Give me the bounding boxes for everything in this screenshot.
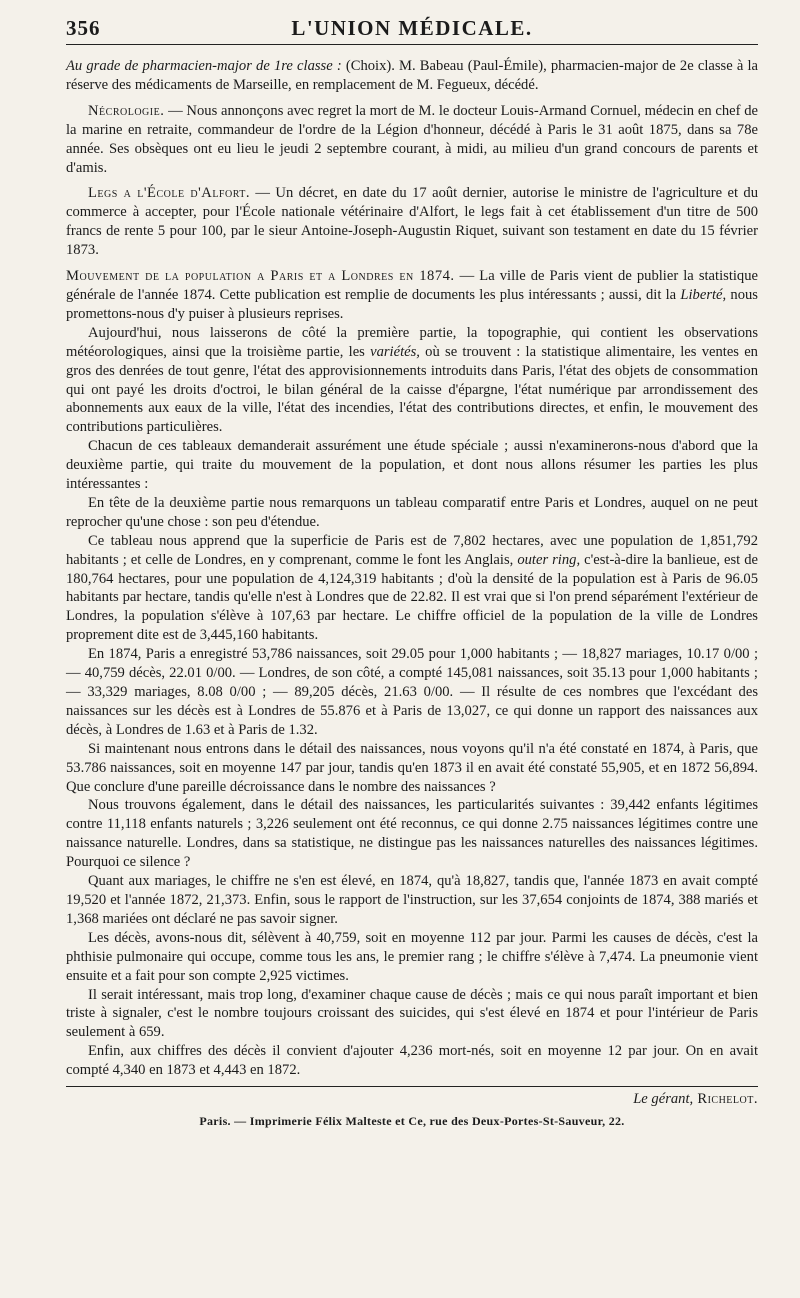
aujourdhui-text-1: Aujourd'hui, nous laisserons de côté la première partie, la topographie, qui contient les observations météorologiques, ainsi que la troisième partie, les xyxy=(66,324,758,360)
gerant-label: Le gérant, xyxy=(633,1091,694,1108)
aujourdhui-varietes: variétés, xyxy=(370,343,420,360)
page-header xyxy=(66,14,758,45)
promotion-text: (Choix). M. Babeau (Paul-Émile), pharmacien-major de 2e classe à la réserve des médicaments de Marseille, en remplacement de M. Fegueux, décédé. xyxy=(66,58,758,93)
necrologie-text: — Nous annonçons avec regret la mort de M. le docteur Louis-Armand Cornuel, médecin en chef de la marine en retraite, commandeur de l'ordre de la Légion d'honneur, décédé à Paris le 31 août 1875, dans sa 78e année. Ses obsèques ont eu lieu le jeudi 2 septembre courant, à midi, au milieu d'un grand concours de parents et d'amis. xyxy=(66,102,758,176)
paragraph-mouvement xyxy=(66,267,758,324)
gerant-name: Richelot. xyxy=(693,1091,758,1108)
mouvement-text-2: nous promettons-nous d'y puiser à plusieurs reprises. xyxy=(66,286,758,322)
mouvement-liberte: Liberté, xyxy=(680,286,727,303)
legs-text: — Un décret, en date du 17 août dernier, autorise le ministre de l'agriculture et du commerce à accepter, pour l'École nationale vétérinaire d'Alfort, le legs fait à cet établissement d'un titre de 500 francs de rente 5 pour 100, par le sieur Antoine-Joseph-Augustin Riquet, suivant son testament en date du 15 février 1873. xyxy=(66,185,758,259)
legs-label: Legs a l'École d'Alfort. xyxy=(88,185,251,202)
paragraph-enfin: Enfin, aux chiffres des décès il convient d'ajouter 4,236 mort-nés, soit en moyenne 12 par jour. On en avait compté 4,340 en 1873 et 4,443 en 1872. xyxy=(66,1043,758,1079)
paragraph-il-serait: Il serait intéressant, mais trop long, d'examiner chaque cause de décès ; mais ce qui nous paraît important et bien triste à signaler, c'est le nombre toujours croissant des suicides, qui s'est élevé en 1874 et pour l'intérieur de Paris seulement à 659. xyxy=(66,986,758,1041)
paragraph-chacun: Chacun de ces tableaux demanderait assurément une étude spéciale ; aussi n'examinerons-nous d'abord que la deuxième partie, qui traite du mouvement de la population, et dont nous allons résumer les parties les plus intéressantes : xyxy=(66,438,758,493)
paragraph-ce-tableau xyxy=(66,532,758,645)
paragraph-promotion xyxy=(66,57,758,95)
paragraph-en-tete: En tête de la deuxième partie nous remarquons un tableau comparatif entre Paris et Londres, auquel on ne peut reprocher qu'une chose : son peu d'étendue. xyxy=(66,494,758,530)
footer-rule xyxy=(66,1086,758,1087)
ce-tableau-text-2: c'est-à-dire la banlieue, est de 180,764 hectares, pour une population de 4,124,319 habitants ; d'où la densité de la population est à Paris de 96.05 habitants par hectare, tandis qu'elle n'est à Londres que de 22.82. Il est vrai que si l'on prend séparément l'extérieur de Londres, la population s'élève à 107,63 par hectare. Le chiffre officiel de la population de la ville de Londres proprement dite est de 3,445,160 habitants. xyxy=(66,551,758,644)
paragraph-en-1874: En 1874, Paris a enregistré 53,786 naissances, soit 29.05 pour 1,000 habitants ; — 18,827 mariages, 10.17 0/00 ; — 40,759 décès, 22.01 0/00. — Londres, de son côté, a compté 145,081 naissances, soit 35.13 pour 1,000 habitants ; — 33,329 mariages, 8.08 0/00 ; — 89,205 décès, 21.63 0/00. — Il résulte de ces nombres que l'excédant des naissances sur les décès est à Londres de 55.876 et à Paris de 13,027, ce qui donne un rapport des naissances aux décès, à Londres de 1.63 et à Paris de 1.32. xyxy=(66,646,758,738)
promotion-label: Au grade de pharmacien-major de 1re classe : xyxy=(66,58,342,74)
page-number: 356 xyxy=(66,16,101,40)
paragraph-quant-aux-mariages: Quant aux mariages, le chiffre ne s'en est élevé, en 1874, qu'à 18,827, tandis que, l'année 1873 en avait compté 19,520 et l'année 1872, 21,373. Enfin, sous le rapport de l'instruction, sur les 37,654 conjoints de 1874, 388 mariés et 1,368 mariées ont déclaré ne pas savoir signer. xyxy=(66,873,758,927)
gerant-signature xyxy=(66,1091,758,1108)
aujourdhui-text-2: où se trouvent : la statistique alimentaire, les ventes en gros des denrées de tout genre, l'état des approvisionnements introduits dans Paris, l'état des objets de consommation qui ont payé les droits d'octroi, le bilan général de la caisse d'épargne, l'état numérique par arrondissement des abonnements aux eaux de la ville, l'état des incendies, l'état des contributions directes, et enfin, le mouvement des contributions particulières. xyxy=(66,343,758,436)
running-title: L'UNION MÉDICALE. xyxy=(291,16,533,40)
paragraph-aujourdhui xyxy=(66,324,758,437)
paragraph-legs xyxy=(66,184,758,260)
paragraph-les-deces: Les décès, avons-nous dit, sélèvent à 40,759, soit en moyenne 112 par jour. Parmi les causes de décès, c'est la phthisie pulmonaire qui occupe, comme tous les ans, le premier rang ; le chiffre s'élève à 7,474. La pneumonie vient ensuite et a fait pour son compte 2,925 victimes. xyxy=(66,929,758,984)
paragraph-nous-trouvons: Nous trouvons également, dans le détail des naissances, les particularités suivantes : 39,442 enfants légitimes contre 11,118 enfants naturels ; 3,226 seulement ont été reconnus, ce qui donne 2.75 naissances légitimes contre une naissance naturelle. Londres, dans sa statistique, ne distingue pas les naissances naturelles des naissances légitimes. Pourquoi ce silence ? xyxy=(66,797,758,871)
ce-tableau-outer-ring: outer ring, xyxy=(517,551,581,568)
article-body xyxy=(66,57,758,1129)
paragraph-necrologie xyxy=(66,102,758,178)
mouvement-text-1: — La ville de Paris vient de publier la statistique générale de l'année 1874. Cette publication est remplie de documents les plus intéressants ; aussi, dit la xyxy=(66,268,759,303)
paragraph-si-maintenant: Si maintenant nous entrons dans le détail des naissances, nous voyons qu'il n'a été constaté en 1874, à Paris, que 53.786 naissances, soit en moyenne 147 par jour, tandis qu'en 1873 il en avait été constaté 55,905, et en 1872 56,894. Que conclure d'une pareille décroissance dans le nombre des naissances ? xyxy=(66,740,758,795)
ce-tableau-text-1: Ce tableau nous apprend que la superficie de Paris est de 7,802 hectares, avec une population de 1,851,792 habitants ; et celle de Londres, en y comprenant, comme le font les Anglais, xyxy=(66,532,758,568)
printer-imprint: Paris. — Imprimerie Félix Malteste et Ce, rue des Deux-Portes-St-Sauveur, 22. xyxy=(199,1114,625,1129)
mouvement-label: Mouvement de la population a Paris et a Londres en 1874. xyxy=(66,268,455,285)
necrologie-label: Nécrologie. xyxy=(88,102,165,119)
